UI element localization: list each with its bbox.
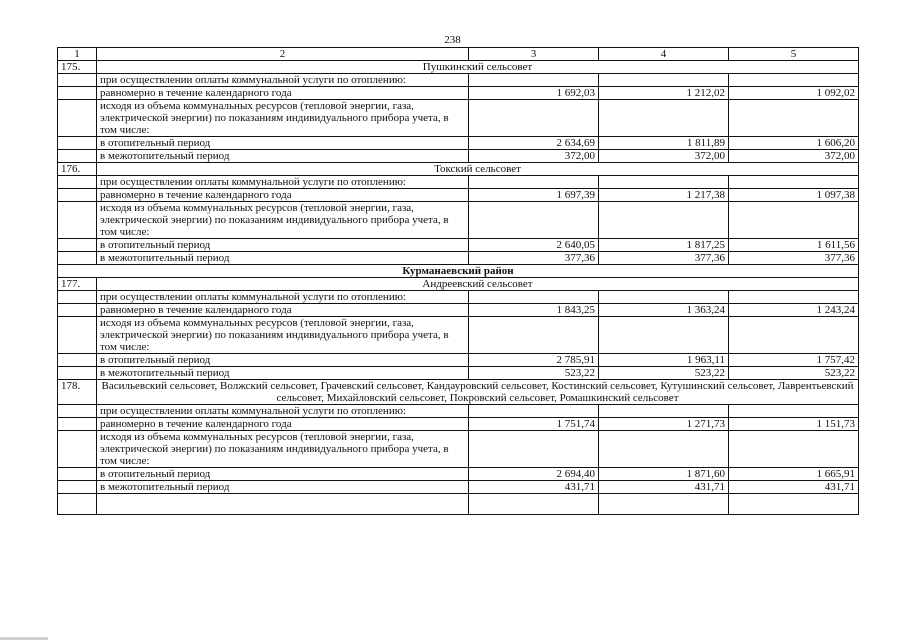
tariff-value-col4: 1 212,02	[599, 87, 729, 100]
number-cell	[58, 418, 97, 431]
row-number: 177.	[58, 278, 97, 291]
number-cell	[58, 367, 97, 380]
tariff-value-col3	[469, 176, 599, 189]
tariff-label: равномерно в течение календарного года	[97, 304, 469, 317]
blank-row	[58, 494, 859, 515]
number-cell	[58, 354, 97, 367]
tariff-value-col3: 1 843,25	[469, 304, 599, 317]
settlement-title: Пушкинский сельсовет	[97, 61, 859, 74]
tariff-value-col3: 2 634,69	[469, 137, 599, 150]
tariff-label: исходя из объема коммунальных ресурсов (тепловой энергии, газа, электрической энергии) по показаниям индивидуального прибора учета, в том числе:	[97, 317, 469, 354]
tariff-row	[58, 252, 859, 265]
number-cell	[58, 189, 97, 202]
tariff-value-col4	[599, 405, 729, 418]
tariff-row	[58, 354, 859, 367]
tariff-value-col5: 1 606,20	[729, 137, 859, 150]
tariff-value-col4	[599, 74, 729, 87]
settlement-row	[58, 61, 859, 74]
tariff-value-col3	[469, 202, 599, 239]
tariff-value-col4	[599, 176, 729, 189]
tariff-value-col5: 372,00	[729, 150, 859, 163]
tariff-value-col3: 523,22	[469, 367, 599, 380]
tariff-value-col5: 1 151,73	[729, 418, 859, 431]
number-cell	[58, 481, 97, 494]
number-cell	[58, 304, 97, 317]
number-cell	[58, 252, 97, 265]
tariff-value-col5	[729, 176, 859, 189]
number-cell	[58, 137, 97, 150]
number-cell	[58, 100, 97, 137]
blank-cell	[469, 494, 599, 515]
number-cell	[58, 431, 97, 468]
tariff-row	[58, 150, 859, 163]
tariff-label: исходя из объема коммунальных ресурсов (тепловой энергии, газа, электрической энергии) по показаниям индивидуального прибора учета, в том числе:	[97, 202, 469, 239]
tariff-value-col5: 1 243,24	[729, 304, 859, 317]
tariff-value-col5	[729, 74, 859, 87]
header-cell: 3	[469, 48, 599, 61]
tariff-value-col4: 1 963,11	[599, 354, 729, 367]
tariff-label: равномерно в течение календарного года	[97, 418, 469, 431]
row-number: 175.	[58, 61, 97, 74]
row-number: 178.	[58, 380, 97, 405]
tariff-row	[58, 239, 859, 252]
header-cell: 5	[729, 48, 859, 61]
region-row	[58, 265, 859, 278]
tariff-value-col4	[599, 202, 729, 239]
tariff-value-col5	[729, 291, 859, 304]
tariff-value-col4: 1 811,89	[599, 137, 729, 150]
header-cell: 1	[58, 48, 97, 61]
tariff-value-col3: 377,36	[469, 252, 599, 265]
tariff-value-col5: 1 757,42	[729, 354, 859, 367]
settlement-title: Токский сельсовет	[97, 163, 859, 176]
tariff-value-col3	[469, 291, 599, 304]
number-cell	[58, 74, 97, 87]
tariff-value-col5	[729, 431, 859, 468]
tariff-value-col4: 1 363,24	[599, 304, 729, 317]
blank-cell	[729, 494, 859, 515]
tariff-value-col5: 523,22	[729, 367, 859, 380]
tariff-value-col3	[469, 100, 599, 137]
number-cell	[58, 150, 97, 163]
tariff-value-col5	[729, 317, 859, 354]
tariff-row	[58, 367, 859, 380]
header-row	[58, 48, 859, 61]
tariff-row	[58, 418, 859, 431]
tariff-label: при осуществлении оплаты коммунальной услуги по отоплению:	[97, 176, 469, 189]
tariff-value-col3: 1 692,03	[469, 87, 599, 100]
tariff-value-col5	[729, 202, 859, 239]
tariff-value-col5: 377,36	[729, 252, 859, 265]
number-cell	[58, 317, 97, 354]
tariff-value-col4	[599, 100, 729, 137]
number-cell	[58, 405, 97, 418]
tariff-row	[58, 291, 859, 304]
tariff-row	[58, 317, 859, 354]
tariff-value-col4: 372,00	[599, 150, 729, 163]
tariff-value-col3: 2 694,40	[469, 468, 599, 481]
tariff-label: в отопительный период	[97, 137, 469, 150]
number-cell	[58, 87, 97, 100]
tariff-value-col5: 1 665,91	[729, 468, 859, 481]
tariff-value-col4: 377,36	[599, 252, 729, 265]
tariff-row	[58, 405, 859, 418]
tariff-row	[58, 87, 859, 100]
page-number: 238	[444, 34, 461, 46]
tariff-label: в межотопительный период	[97, 252, 469, 265]
tariff-value-col4: 1 871,60	[599, 468, 729, 481]
tariff-value-col4: 1 271,73	[599, 418, 729, 431]
number-cell	[58, 202, 97, 239]
tariff-value-col5	[729, 100, 859, 137]
number-cell	[58, 239, 97, 252]
settlement-title: Андреевский сельсовет	[97, 278, 859, 291]
region-title: Курманаевский район	[58, 265, 859, 278]
tariff-label: при осуществлении оплаты коммунальной услуги по отоплению:	[97, 405, 469, 418]
tariff-value-col3: 2 785,91	[469, 354, 599, 367]
tariff-label: в отопительный период	[97, 354, 469, 367]
number-cell	[58, 176, 97, 189]
tariff-label: исходя из объема коммунальных ресурсов (тепловой энергии, газа, электрической энергии) по показаниям индивидуального прибора учета, в том числе:	[97, 100, 469, 137]
tariff-value-col3: 2 640,05	[469, 239, 599, 252]
tariff-row	[58, 100, 859, 137]
tariff-value-col5: 1 097,38	[729, 189, 859, 202]
tariff-label: исходя из объема коммунальных ресурсов (тепловой энергии, газа, электрической энергии) по показаниям индивидуального прибора учета, в том числе:	[97, 431, 469, 468]
tariff-label: равномерно в течение календарного года	[97, 189, 469, 202]
tariff-label: в отопительный период	[97, 239, 469, 252]
blank-cell	[97, 494, 469, 515]
tariff-row	[58, 202, 859, 239]
settlement-row	[58, 163, 859, 176]
tariff-label: в отопительный период	[97, 468, 469, 481]
tariff-label: в межотопительный период	[97, 481, 469, 494]
header-cell: 4	[599, 48, 729, 61]
tariff-value-col5: 1 092,02	[729, 87, 859, 100]
settlement-row	[58, 278, 859, 291]
tariff-row	[58, 468, 859, 481]
tariff-value-col4: 431,71	[599, 481, 729, 494]
blank-cell	[58, 494, 97, 515]
row-number: 176.	[58, 163, 97, 176]
blank-cell	[599, 494, 729, 515]
settlement-row	[58, 380, 859, 405]
tariff-row	[58, 189, 859, 202]
tariff-value-col5: 431,71	[729, 481, 859, 494]
tariff-value-col5: 1 611,56	[729, 239, 859, 252]
tariff-row	[58, 176, 859, 189]
tariff-value-col5	[729, 405, 859, 418]
tariff-value-col4	[599, 317, 729, 354]
tariff-value-col3	[469, 317, 599, 354]
tariff-row	[58, 431, 859, 468]
tariff-table	[57, 47, 859, 515]
tariff-label: в межотопительный период	[97, 367, 469, 380]
tariff-row	[58, 74, 859, 87]
tariff-value-col4	[599, 431, 729, 468]
tariff-value-col4: 1 217,38	[599, 189, 729, 202]
tariff-value-col3	[469, 405, 599, 418]
header-cell: 2	[97, 48, 469, 61]
tariff-row	[58, 137, 859, 150]
tariff-row	[58, 481, 859, 494]
tariff-value-col3: 1 751,74	[469, 418, 599, 431]
tariff-value-col4	[599, 291, 729, 304]
tariff-label: при осуществлении оплаты коммунальной услуги по отоплению:	[97, 74, 469, 87]
tariff-value-col4: 523,22	[599, 367, 729, 380]
tariff-value-col4: 1 817,25	[599, 239, 729, 252]
number-cell	[58, 291, 97, 304]
number-cell	[58, 468, 97, 481]
tariff-value-col3	[469, 431, 599, 468]
tariff-label: в межотопительный период	[97, 150, 469, 163]
tariff-value-col3: 1 697,39	[469, 189, 599, 202]
tariff-row	[58, 304, 859, 317]
tariff-label: равномерно в течение календарного года	[97, 87, 469, 100]
tariff-value-col3: 372,00	[469, 150, 599, 163]
settlement-title: Васильевский сельсовет, Волжский сельсовет, Грачевский сельсовет, Кандауровский сельсовет, Костинский сельсовет, Кутушинский сельсовет, Лаврентьевский сельсовет, Михайловский сельсовет, Покровский сельсовет, Ромашкинский сельсовет	[97, 380, 859, 405]
tariff-value-col3	[469, 74, 599, 87]
tariff-value-col3: 431,71	[469, 481, 599, 494]
tariff-label: при осуществлении оплаты коммунальной услуги по отоплению:	[97, 291, 469, 304]
